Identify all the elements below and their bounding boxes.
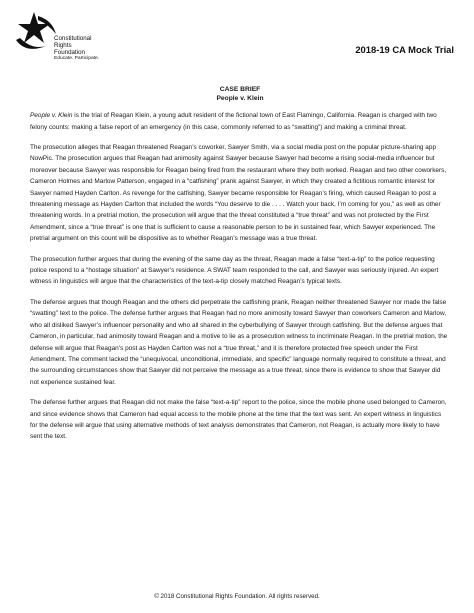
logo-line-1: Constitutional <box>54 35 92 42</box>
paragraph-intro <box>30 110 450 133</box>
copyright-footer: © 2018 Constitutional Rights Foundation. All rights reserved. <box>154 593 320 600</box>
brief-subheading: People v. Klein <box>216 94 264 102</box>
crf-logo <box>12 10 132 72</box>
logo-wordmark <box>54 36 99 63</box>
logo-line-3: Foundation <box>54 48 85 56</box>
paragraph-intro-text: is the trial of Reagan Klein, a young adult resident of the fictional town of East Flamingo, California. Reagan is charged with two felony counts: making a false report of an emergency (in this case, commonly referred to as “swatting”) and making a criminal threat. <box>30 112 437 131</box>
document-header-title: 2018-19 CA Mock Trial <box>355 44 454 55</box>
case-name-italic: People v. Klein <box>30 112 73 120</box>
brief-heading: CASE BRIEF <box>219 86 261 93</box>
paragraph-defense-threat: The defense argues that though Reagan and the others did perpetrate the catfishing prank, Reagan neither threatened Sawyer nor made the false “swatting” text to the police. The defense further argues that Reagan had no more animosity toward Sawyer than coworkers Cameron and Marlow, who all disliked Sawyer’s influencer personality and who all shared in the cyberbullying of Sawyer through catfishing. But the defense argues that Cameron, in particular, had animosity toward Reagan and a motive to lie as a prosecution witness to incriminate Reagan. In the pretrial motion, the defense will argue that Reagan’s post as Hayden Carlton was not a “true threat,” and it is therefore protected free speech under the First Amendment. The comment lacked the “unequivocal, unconditional, immediate, and specific” language normally required to constitute a threat, and the surrounding circumstances show that Sawyer did not perceive the message as a true threat, since there is evidence to show that Sawyer did not experience sustained fear. <box>30 298 448 386</box>
paragraph-prosecution-threat: The prosecution alleges that Reagan threatened Reagan’s coworker, Sawyer Smith, via a social media post on the popular picture-sharing app NowPic. The prosecution argues that Reagan had animosity against Sawyer because Sawyer had become a rising social-media influencer but moreover because Sawyer was responsible for Reagan being fired from the restaurant where they both worked. Reagan and two other coworkers, Cameron Holmes and Marlow Patterson, engaged in a “catfishing” prank against Sawyer, in which they created a fictitious romantic interest for Sawyer named Hayden Carlton. As revenge for the catfishing, Sawyer became responsible for Reagan’s firing, which caused Reagan to post a threatening message as Hayden Carlton that included the words “You deserve to die . . . . Watch your back, I’m coming for you,” as well as other threatening words. In a pretrial motion, the prosecution will argue that the threat constituted a “true threat” and was not protected by the First Amendment, since a “true threat” is one that is sufficient to cause a reasonable person to be in sustained fear, which Sawyer experienced. The pretrial argument on this count will be dispositive as to whether Reagan’s message was a true threat. <box>30 144 447 243</box>
case-brief-body <box>30 86 450 452</box>
paragraph-defense-swatting: The defense further argues that Reagan did not make the false “text-a-tip” report to the police, since the mobile phone used belonged to Cameron, and since evidence shows that Cameron had equal access to the mobile phone at the time that the text was sent. An expert witness in linguistics for the defense will argue that using alternative methods of text analysis demonstrates that Cameron, not Reagan, is actually more likely to have sent the text. <box>30 399 447 441</box>
paragraph-prosecution-swatting: The prosecution further argues that during the evening of the same day as the threat, Reagan made a false “text-a-tip” to the police requesting police respond to a “hostage situation” at Sawyer’s residence. A SWAT team responded to the call, and Sawyer was seriously injured. An expert witness in linguistics will argue that the characteristics of the text-a-tip closely matched Reagan’s typical texts. <box>30 255 439 286</box>
logo-line-2: Rights <box>54 41 72 49</box>
logo-tagline: Educate. Participate. <box>54 56 100 62</box>
